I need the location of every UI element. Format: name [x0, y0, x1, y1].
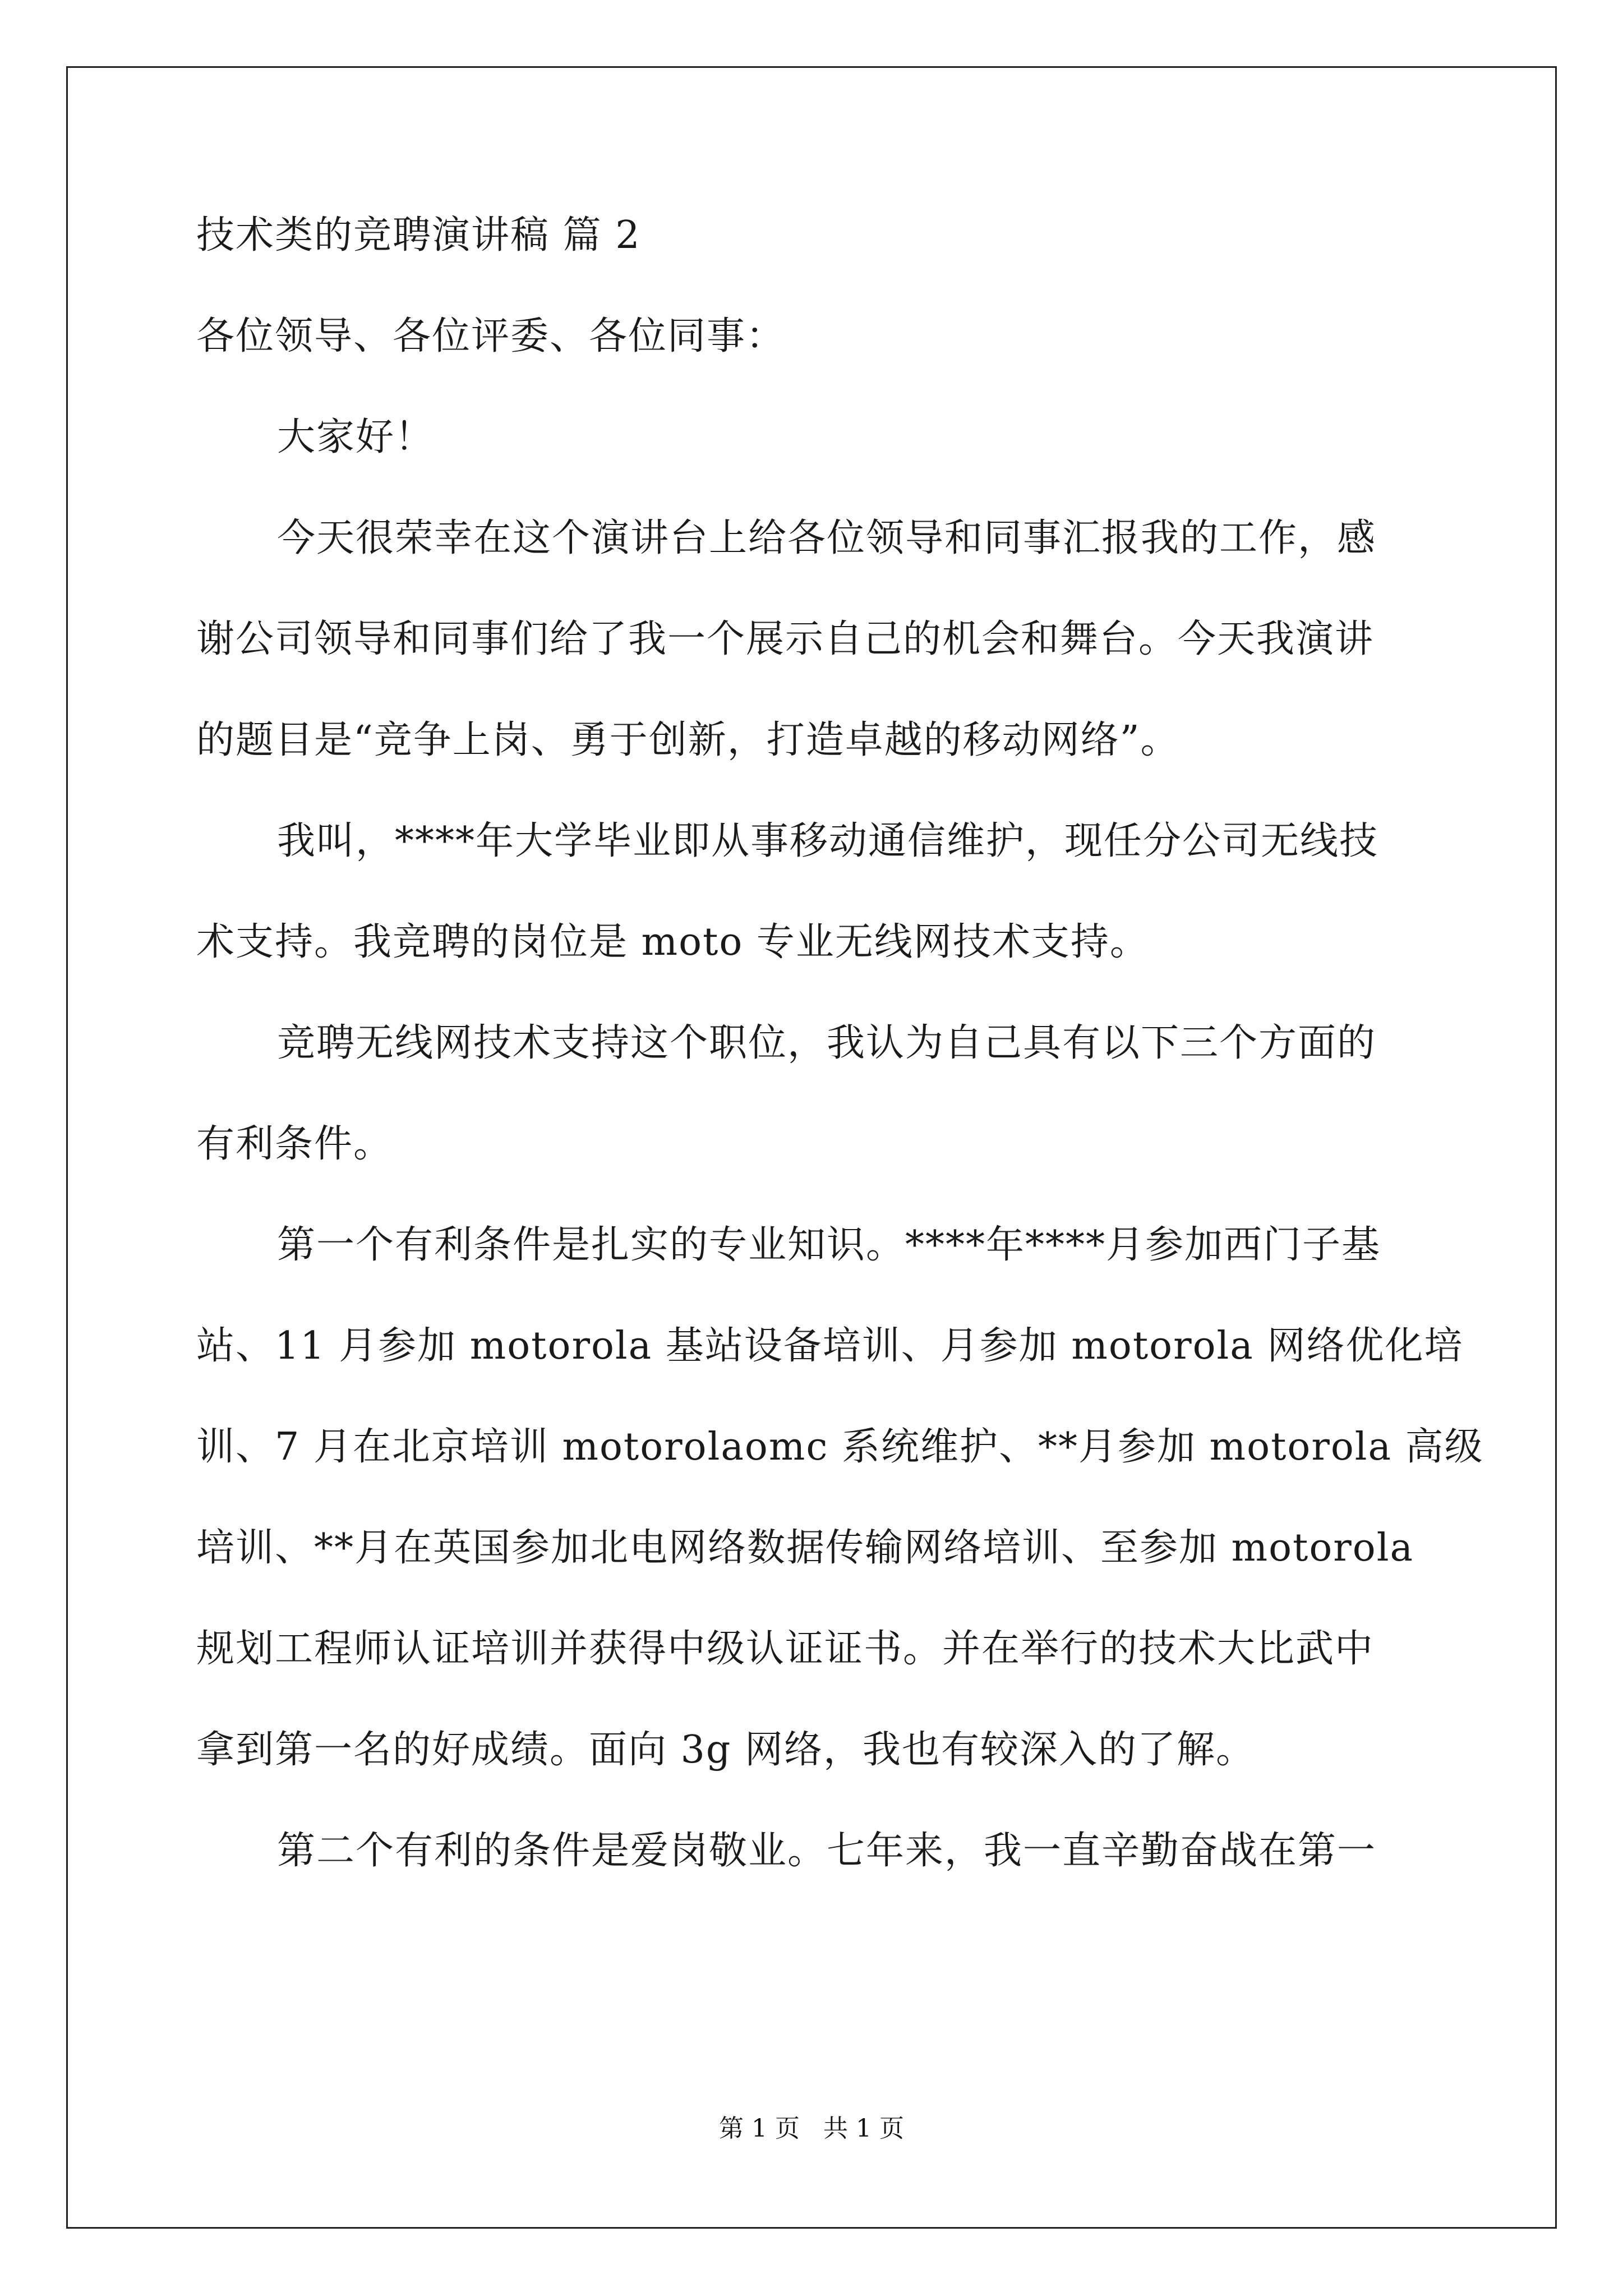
page-number: 第 1 页	[719, 2114, 800, 2143]
paragraph-line: 术支持。我竞聘的岗位是 moto 专业无线网技术支持。	[196, 920, 1149, 964]
paragraph-line: 培训、**月在英国参加北电网络数据传输网络培训、至参加 motorola	[196, 1526, 1414, 1570]
paragraph-line: 谢公司领导和同事们给了我一个展示自己的机会和舞台。今天我演讲	[196, 617, 1375, 661]
document-title: 技术类的竞聘演讲稿 篇 2	[196, 213, 641, 257]
document-body	[196, 208, 1484, 1924]
paragraph-line: 训、7 月在北京培训 motorolaomc 系统维护、**月参加 motorola 高级	[196, 1425, 1484, 1469]
paragraph-3	[196, 1015, 1430, 1172]
paragraph-line: 第一个有利条件是扎实的专业知识。****年****月参加西门子基	[277, 1223, 1381, 1267]
page-footer	[0, 2112, 1623, 2146]
page-total: 共 1 页	[823, 2114, 904, 2143]
paragraph-4	[196, 1217, 1484, 1778]
paragraph-line: 第二个有利的条件是爱岗敬业。七年来，我一直辛勤奋战在第一	[277, 1829, 1377, 1873]
paragraph-line: 竞聘无线网技术支持这个职位，我认为自己具有以下三个方面的	[277, 1021, 1377, 1065]
paragraph-line: 规划工程师认证培训并获得中级认证证书。并在举行的技术大比武中	[196, 1627, 1375, 1671]
paragraph-2	[196, 813, 1430, 970]
paragraph-line: 的题目是“竞争上岗、勇于创新，打造卓越的移动网络”。	[196, 718, 1180, 762]
paragraph-5	[196, 1823, 1430, 1879]
paragraph-line: 我叫，****年大学毕业即从事移动通信维护，现任分公司无线技	[277, 819, 1379, 863]
paragraph-1	[196, 510, 1430, 769]
paragraph-line: 站、11 月参加 motorola 基站设备培训、月参加 motorola 网络优化培	[196, 1324, 1464, 1368]
salutation: 各位领导、各位评委、各位同事：	[196, 314, 786, 358]
paragraph-line: 拿到第一名的好成绩。面向 3g 网络，我也有较深入的了解。	[196, 1728, 1256, 1772]
paragraph-line: 有利条件。	[196, 1122, 393, 1166]
greeting: 大家好！	[277, 415, 435, 459]
paragraph-line: 今天很荣幸在这个演讲台上给各位领导和同事汇报我的工作，感	[277, 516, 1377, 560]
